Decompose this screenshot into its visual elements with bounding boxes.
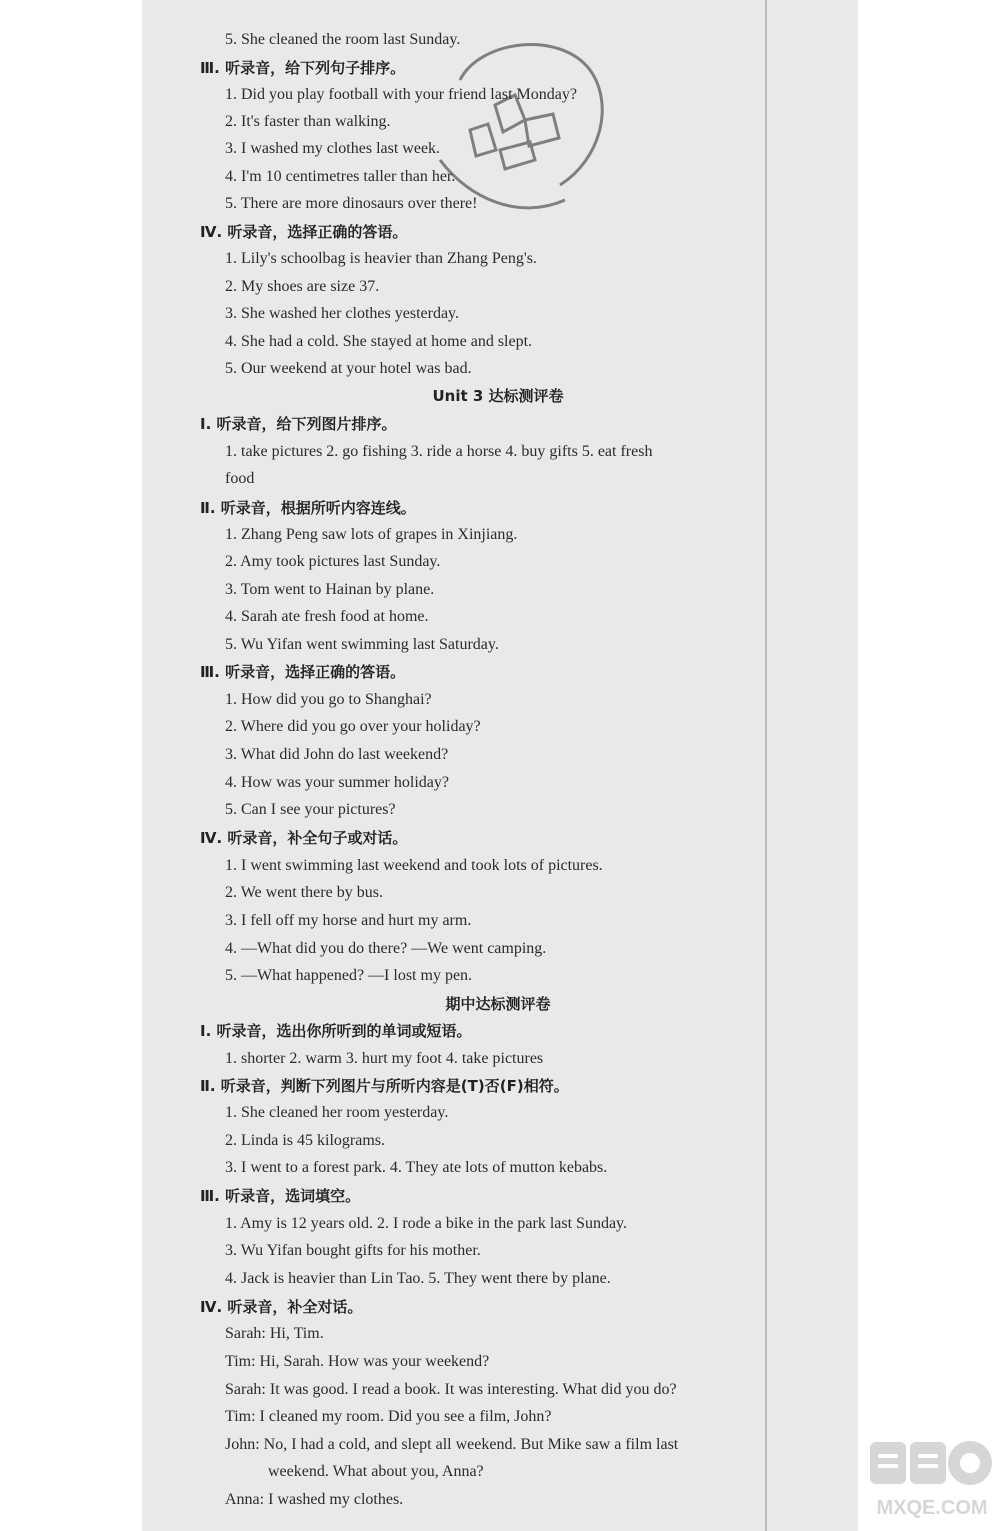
answer-line: 3. Wu Yifan bought gifts for his mother.: [225, 1242, 481, 1259]
answer-line: 1. Did you play football with your friend last Monday?: [225, 86, 577, 103]
section-heading: Ⅲ. 听录音，选词填空。: [200, 1187, 361, 1205]
answer-line: 4. —What did you do there? —We went camping.: [225, 940, 547, 957]
answer-line: weekend. What about you, Anna?: [268, 1463, 484, 1480]
section-heading: Ⅳ. 听录音，选择正确的答语。: [200, 223, 408, 241]
logo-url: MXQE.COM: [876, 1497, 988, 1519]
answer-line: 4. Sarah ate fresh food at home.: [225, 608, 429, 625]
answer-line: 5. Our weekend at your hotel was bad.: [225, 360, 472, 377]
answer-line: Sarah: It was good. I read a book. It was interesting. What did you do?: [225, 1381, 677, 1398]
answer-line: food: [225, 470, 255, 487]
answer-line: Tim: Hi, Sarah. How was your weekend?: [225, 1353, 490, 1370]
paper-title: Unit 3 达标测评卷: [432, 387, 564, 405]
answer-line: 2. Amy took pictures last Sunday.: [225, 553, 441, 570]
paper-title: 期中达标测评卷: [445, 995, 551, 1013]
answer-line: 5. She cleaned the room last Sunday.: [225, 31, 461, 48]
section-heading: Ⅳ. 听录音，补全对话。: [200, 1298, 363, 1316]
answer-line: John: No, I had a cold, and slept all weekend. But Mike saw a film last: [225, 1436, 679, 1453]
section-heading: Ⅱ. 听录音，判断下列图片与所听内容是(T)否(F)相符。: [200, 1077, 569, 1095]
answer-line: 1. Amy is 12 years old. 2. I rode a bike in the park last Sunday.: [225, 1215, 627, 1232]
answer-line: 2. It's faster than walking.: [225, 113, 391, 130]
answer-line: 2. We went there by bus.: [225, 884, 383, 901]
answer-line: 5. Can I see your pictures?: [225, 801, 396, 818]
answer-line: Tim: I cleaned my room. Did you see a film, John?: [225, 1408, 552, 1425]
answer-line: 5. Wu Yifan went swimming last Saturday.: [225, 636, 499, 653]
answer-line: 1. How did you go to Shanghai?: [225, 691, 432, 708]
answer-line: 1. Zhang Peng saw lots of grapes in Xinjiang.: [225, 526, 518, 543]
section-heading: Ⅲ. 听录音，选择正确的答语。: [200, 663, 406, 681]
answer-line: 2. My shoes are size 37.: [225, 278, 380, 295]
section-heading: Ⅳ. 听录音，补全句子或对话。: [200, 829, 408, 847]
answer-line: Anna: I washed my clothes.: [225, 1491, 404, 1508]
answer-line: Sarah: Hi, Tim.: [225, 1325, 324, 1342]
answer-line: 3. Tom went to Hainan by plane.: [225, 581, 435, 598]
answer-line: 3. I washed my clothes last week.: [225, 140, 441, 157]
answer-line: 1. take pictures 2. go fishing 3. ride a horse 4. buy gifts 5. eat fresh: [225, 443, 653, 460]
answer-line: 3. What did John do last weekend?: [225, 746, 449, 763]
answer-line: 5. There are more dinosaurs over there!: [225, 195, 478, 212]
answer-line: 2. Linda is 45 kilograms.: [225, 1132, 385, 1149]
answer-line: 1. Lily's schoolbag is heavier than Zhang Peng's.: [225, 250, 537, 267]
answer-line: 1. I went swimming last weekend and took lots of pictures.: [225, 857, 603, 874]
answer-line: 4. How was your summer holiday?: [225, 774, 449, 791]
answer-line: 4. Jack is heavier than Lin Tao. 5. They went there by plane.: [225, 1270, 611, 1287]
section-heading: Ⅱ. 听录音，根据所听内容连线。: [200, 499, 416, 517]
answer-line: 4. She had a cold. She stayed at home and slept.: [225, 333, 533, 350]
answer-line: 3. She washed her clothes yesterday.: [225, 305, 459, 322]
answer-line: 2. Where did you go over your holiday?: [225, 718, 481, 735]
section-heading: Ⅲ. 听录音，给下列句子排序。: [200, 59, 406, 77]
answer-line: 3. I went to a forest park. 4. They ate lots of mutton kebabs.: [225, 1159, 608, 1176]
answer-line: 3. I fell off my horse and hurt my arm.: [225, 912, 472, 929]
answer-line: 1. She cleaned her room yesterday.: [225, 1104, 449, 1121]
section-heading: Ⅰ. 听录音，选出你所听到的单词或短语。: [200, 1022, 472, 1040]
answer-line: 4. I'm 10 centimetres taller than her.: [225, 168, 456, 185]
section-heading: Ⅰ. 听录音，给下列图片排序。: [200, 415, 397, 433]
answer-line: 1. shorter 2. warm 3. hurt my foot 4. take pictures: [225, 1050, 544, 1067]
answer-line: 5. —What happened? —I lost my pen.: [225, 967, 473, 984]
